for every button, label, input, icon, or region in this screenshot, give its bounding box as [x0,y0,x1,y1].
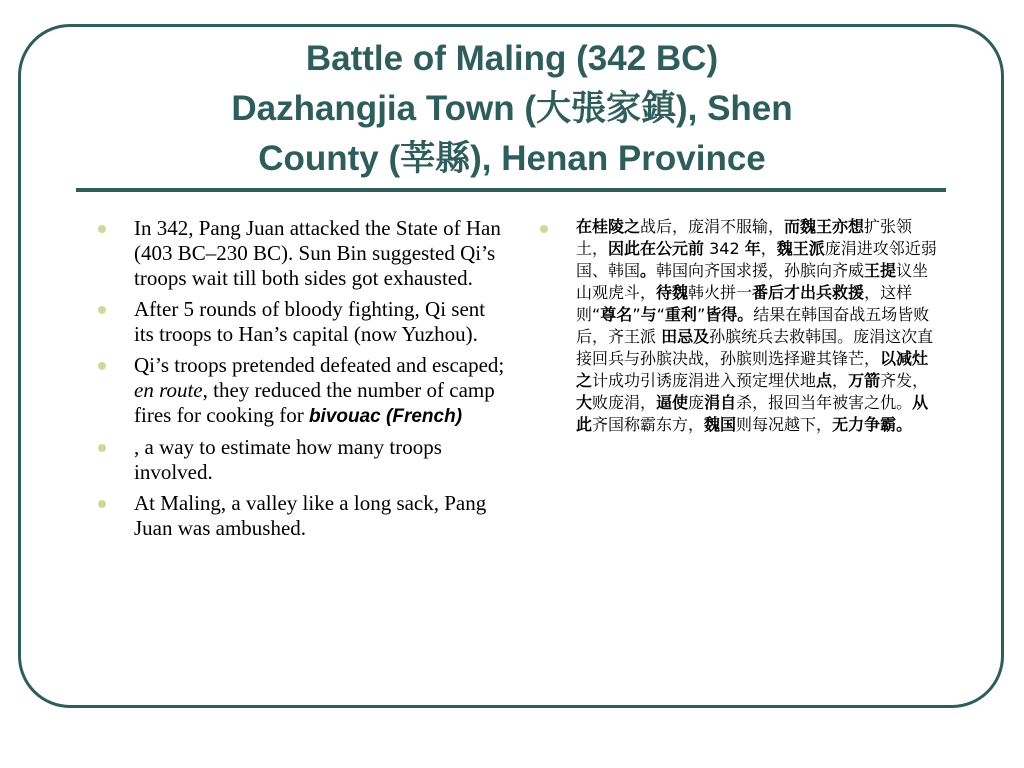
list-item [98,491,508,541]
bullet-text-pre: Qi’s troops pretended defeated and escaped; [134,353,505,377]
chinese-segment: 韩火拼一 [688,283,753,302]
chinese-segment: 尊名 [600,305,633,324]
chinese-segment: 大 [576,393,593,412]
chinese-segment: 庞 [688,393,705,412]
chinese-segment: ” [632,305,641,324]
chinese-segment: 计成功引诱庞涓进入预定埋伏地 [592,371,817,390]
chinese-segment: “ [656,305,665,324]
chinese-segment: 年 [744,239,761,258]
bullet-text: , a way to estimate how many troops involved. [134,435,442,484]
bullet-dot [98,306,106,314]
chinese-segment: 342 [704,239,745,258]
chinese-segment: 扩张领土， [576,217,913,258]
chinese-segment: 而魏王亦想 [784,217,865,236]
chinese-segment: 齐发， [880,371,929,390]
chinese-segment: 皆得。 [705,305,754,324]
bullet-dot [98,444,106,452]
list-item [98,353,508,429]
chinese-segment: 在桂陵之 [576,217,641,236]
slide-title [60,34,964,184]
chinese-segment: 与 [640,305,657,324]
bullet-dot [540,225,548,233]
list-item [98,435,508,485]
chinese-segment: 点 [816,371,833,390]
left-column [98,216,508,547]
title-line-1: Battle of Maling (342 BC) [305,39,719,78]
chinese-segment: 议坐山观虎斗， [576,261,929,302]
chinese-segment: ， [760,239,777,258]
bullet-text-mid: , they reduced the number of camp fires for cooking for [134,378,495,427]
chinese-paragraph [576,216,940,436]
right-column [540,216,940,442]
bullet-text-italic: en route [134,378,203,402]
list-item [540,216,940,436]
chinese-segment: 以减灶之 [576,349,929,390]
title-divider [76,188,946,192]
list-item [98,297,508,347]
chinese-segment: 万箭 [848,371,881,390]
chinese-segment: 韩国向齐国求援，孙膑向齐威 [656,261,865,280]
chinese-segment: 庞涓进攻邻近弱国、韩国 [576,239,937,280]
chinese-segment: 。 [640,261,657,280]
chinese-segment: 魏国 [704,415,737,434]
bullet-dot [98,500,106,508]
chinese-segment: ” [696,305,706,324]
bullet-text-term: bivouac (French) [308,406,463,427]
bullet-text: In 342, Pang Juan attacked the State of Han (403 BC–230 BC). Sun Bin suggested Qi’s troops wait till both sides got exhausted. [134,216,501,290]
list-item [98,216,508,291]
chinese-segment: 重利 [664,305,697,324]
chinese-segment: ，这样则“ [576,283,913,324]
bullet-text: At Maling, a valley like a long sack, Pang Juan was ambushed. [134,491,487,540]
title-line-3: County (莘縣), Henan Province [258,139,766,178]
chinese-segment: 则每况越下， [736,415,833,434]
chinese-segment: 因此在公元前 [608,239,705,258]
chinese-segment: 结果在韩国奋战五场皆败后，齐王派 [576,305,930,346]
chinese-segment: 齐国称霸东方， [592,415,705,434]
chinese-segment: 孙膑统兵去救韩国。庞涓这次直接回兵与孙膑决战，孙膑则选择避其锋芒， [576,327,934,368]
bullet-dot [98,225,106,233]
chinese-segment: ， [832,371,849,390]
chinese-segment: 王提 [864,261,897,280]
title-line-2: Dazhangjia Town (大張家鎮), Shen [231,89,793,128]
chinese-segment: 番后才出兵救援 [752,283,865,302]
bullet-dot [98,362,106,370]
chinese-segment: 战后，庞涓不服输， [640,217,785,236]
bullet-text: After 5 rounds of bloody fighting, Qi sent its troops to Han’s capital (now Yuzhou). [134,297,486,346]
chinese-segment: 涓自 [704,393,737,412]
chinese-segment: 从此 [576,393,929,434]
chinese-segment: 逼使 [656,393,689,412]
chinese-segment: 田忌及 [661,327,710,346]
chinese-segment: 败庞涓， [592,393,657,412]
chinese-segment: 杀，报回当年被害之仇。 [736,393,913,412]
chinese-segment: 魏王派 [776,239,825,258]
chinese-segment: 无力争霸。 [832,415,913,434]
chinese-segment: 待魏 [656,283,689,302]
